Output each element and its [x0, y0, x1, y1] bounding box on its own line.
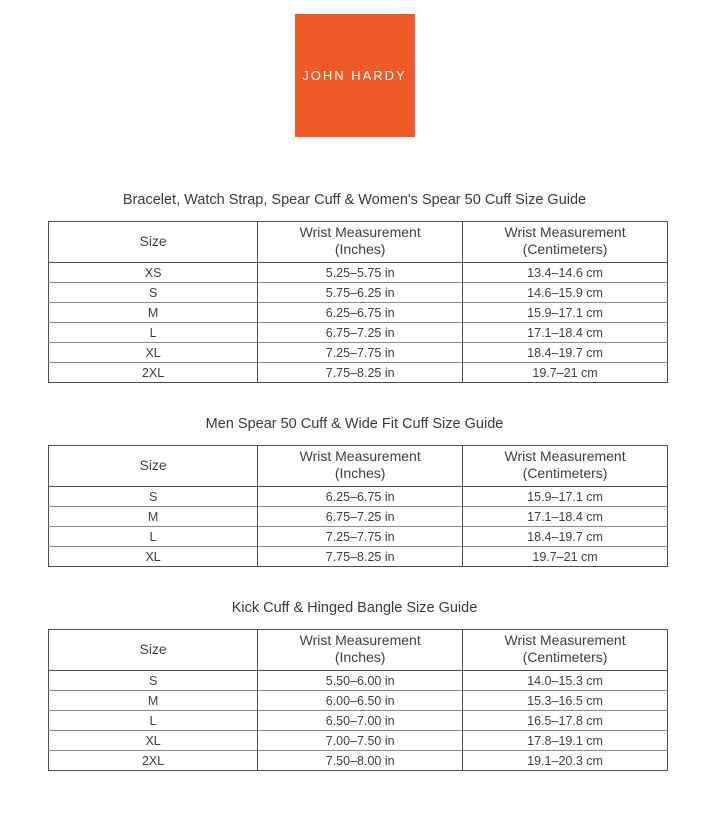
size-cell: 2XL — [49, 751, 258, 771]
section-title: Kick Cuff & Hinged Bangle Size Guide — [231, 600, 478, 616]
centimeters-cell: 19.7–21 cm — [463, 547, 668, 567]
size-cell: L — [49, 711, 258, 731]
centimeters-cell: 16.5–17.8 cm — [463, 711, 668, 731]
inches-cell: 5.25–5.75 in — [258, 263, 463, 283]
size-row — [49, 363, 668, 383]
centimeters-cell: 17.1–18.4 cm — [463, 323, 668, 343]
inches-cell: 7.00–7.50 in — [258, 731, 463, 751]
size-row — [49, 507, 668, 527]
table-body — [49, 263, 668, 383]
section-title: Men Spear 50 Cuff & Wide Fit Cuff Size Guide — [205, 416, 504, 432]
centimeters-cell: 14.6–15.9 cm — [463, 283, 668, 303]
size-row — [49, 343, 668, 363]
table-header — [49, 222, 668, 263]
size-row — [49, 487, 668, 507]
inches-cell: 7.75–8.25 in — [258, 547, 463, 567]
centimeters-cell: 15.9–17.1 cm — [463, 303, 668, 323]
size-cell: L — [49, 527, 258, 547]
section-title: Bracelet, Watch Strap, Spear Cuff & Women's Spear 50 Cuff Size Guide — [122, 192, 587, 208]
size-cell: M — [49, 507, 258, 527]
table-header — [49, 446, 668, 487]
size-table-men-spear — [48, 445, 668, 567]
logo-text: JOHN HARDY — [302, 68, 407, 83]
size-row — [49, 323, 668, 343]
inches-cell: 7.25–7.75 in — [258, 527, 463, 547]
size-cell: 2XL — [49, 363, 258, 383]
inches-cell: 6.75–7.25 in — [258, 507, 463, 527]
column-header: Wrist Measurement (Centimeters) — [463, 222, 668, 263]
size-row — [49, 527, 668, 547]
size-guide-section-kick-cuff — [0, 601, 709, 771]
centimeters-cell: 14.0–15.3 cm — [463, 671, 668, 691]
size-cell: S — [148, 489, 158, 504]
size-guide-section-bracelet — [0, 193, 709, 383]
centimeters-cell: 17.8–19.1 cm — [463, 731, 668, 751]
header-row — [49, 630, 668, 671]
size-cell: S — [148, 673, 158, 688]
column-header: Wrist Measurement (Inches) — [258, 446, 463, 487]
header-row — [49, 222, 668, 263]
size-cell: L — [49, 323, 258, 343]
centimeters-cell: 15.9–17.1 cm — [463, 487, 668, 507]
column-header: Size — [49, 630, 258, 671]
inches-cell: 6.75–7.25 in — [258, 323, 463, 343]
john-hardy-logo — [295, 14, 415, 137]
centimeters-cell: 17.1–18.4 cm — [463, 507, 668, 527]
size-table-bracelet — [48, 221, 668, 383]
size-cell: S — [49, 283, 258, 303]
table-header — [49, 630, 668, 671]
table-body — [49, 487, 668, 567]
centimeters-cell: 15.3–16.5 cm — [463, 691, 668, 711]
size-cell: XL — [49, 547, 258, 567]
size-row — [49, 671, 668, 691]
size-guide-page — [0, 14, 709, 771]
size-table-kick-cuff — [48, 629, 668, 771]
size-cell: XL — [49, 731, 258, 751]
header-row — [49, 446, 668, 487]
inches-cell: 6.25–6.75 in — [258, 487, 463, 507]
inches-cell: 7.75–8.25 in — [258, 363, 463, 383]
inches-cell: 6.50–7.00 in — [258, 711, 463, 731]
column-header: Wrist Measurement (Inches) — [258, 222, 463, 263]
column-header: Wrist Measurement (Centimeters) — [463, 630, 668, 671]
size-row — [49, 731, 668, 751]
size-row — [49, 303, 668, 323]
size-row — [49, 751, 668, 771]
column-header: Size — [49, 446, 258, 487]
size-cell: M — [49, 303, 258, 323]
size-cell: M — [49, 691, 258, 711]
centimeters-cell: 18.4–19.7 cm — [463, 527, 668, 547]
inches-cell: 5.75–6.25 in — [258, 283, 463, 303]
inches-cell: 5.50–6.00 in — [258, 671, 463, 691]
inches-cell: 6.00–6.50 in — [258, 691, 463, 711]
table-body — [49, 671, 668, 771]
size-guide-section-men-spear — [0, 417, 709, 567]
centimeters-cell: 18.4–19.7 cm — [463, 343, 668, 363]
size-row — [49, 711, 668, 731]
size-row — [49, 283, 668, 303]
size-row — [49, 547, 668, 567]
column-header: Size — [49, 222, 258, 263]
size-cell: XL — [49, 343, 258, 363]
size-cell: XS — [144, 265, 162, 280]
column-header: Wrist Measurement (Centimeters) — [463, 446, 668, 487]
centimeters-cell: 19.1–20.3 cm — [463, 751, 668, 771]
column-header: Wrist Measurement (Inches) — [258, 630, 463, 671]
centimeters-cell: 13.4–14.6 cm — [463, 263, 668, 283]
centimeters-cell: 19.7–21 cm — [463, 363, 668, 383]
size-row — [49, 263, 668, 283]
inches-cell: 7.25–7.75 in — [258, 343, 463, 363]
inches-cell: 7.50–8.00 in — [258, 751, 463, 771]
inches-cell: 6.25–6.75 in — [258, 303, 463, 323]
size-row — [49, 691, 668, 711]
